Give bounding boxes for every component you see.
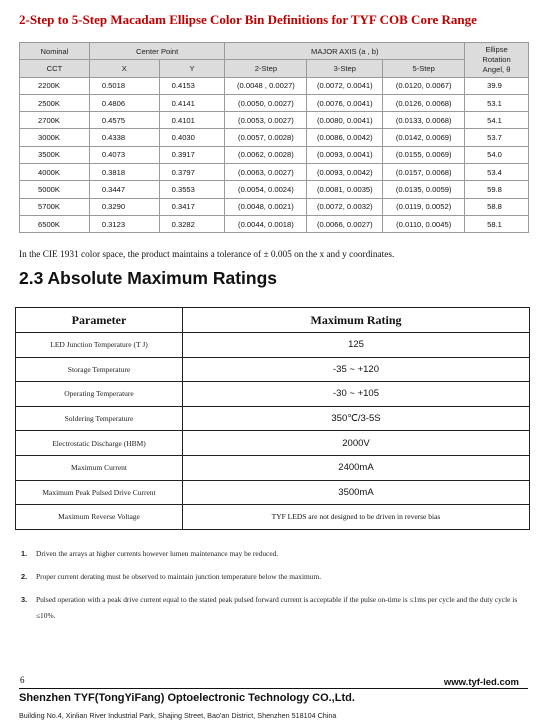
step2-cell: (0.0057, 0.0028) [225,129,307,146]
footer-divider [19,688,528,689]
footnote [21,546,533,562]
table-row [20,198,529,215]
footnote-text: Driven the arrays at higher currents however lumen maintenance may be reduced. [36,549,279,558]
cct-cell: 2700K [20,112,90,129]
parameter-cell: Operating Temperature [16,382,183,407]
footnote-text: Proper current derating must be observed to maintain junction temperature below the maximum. [36,572,322,581]
footnote-number: 3. [21,595,28,604]
footnote-number: 1. [21,549,28,558]
cct-cell: 3000K [20,129,90,146]
parameter-cell: LED Junction Temperature (T J) [16,333,183,358]
parameter-cell: Soldering Temperature [16,406,183,431]
page-number: 6 [20,675,25,685]
ratings-header-row [16,308,530,333]
y-cell: 0.4101 [159,112,225,129]
rotation-cell: 58.1 [465,215,529,232]
footnote-number: 2. [21,572,28,581]
step2-cell: (0.0050, 0.0027) [225,94,307,111]
rotation-cell: 59.8 [465,181,529,198]
rotation-cell: 53.7 [465,129,529,146]
rating-cell: 2000V [183,431,530,456]
y-cell: 0.3417 [159,198,225,215]
table-row [16,480,530,505]
rotation-header [465,43,529,78]
company-name: Shenzhen TYF(TongYiFang) Optoelectronic Technology CO.,Ltd. [19,692,355,704]
step5-cell: (0.0135, 0.0059) [383,181,465,198]
y-cell: 0.3553 [159,181,225,198]
x-cell: 0.3447 [89,181,159,198]
table-row [20,146,529,163]
rating-cell: -30 ~ +105 [183,382,530,407]
table-row [16,333,530,358]
rotation-header-line-1: Ellipse [485,44,508,54]
y-cell: 0.3797 [159,164,225,181]
y-cell: 0.3282 [159,215,225,232]
table-row [20,164,529,181]
step2-cell: (0.0048, 0.0021) [225,198,307,215]
cct-cell: 5000K [20,181,90,198]
step2-cell: (0.0054, 0.0024) [225,181,307,198]
step3-cell: (0.0076, 0.0041) [307,94,383,111]
table-row [20,129,529,146]
cct-cell: 5700K [20,198,90,215]
cct-cell: 3500K [20,146,90,163]
color-bin-table [19,42,529,233]
step5-cell: (0.0133, 0.0068) [383,112,465,129]
step5-cell: (0.0110, 0.0045) [383,215,465,232]
table-row [16,455,530,480]
table-row [16,357,530,382]
step5-cell: (0.0126, 0.0068) [383,94,465,111]
max-ratings-table [15,307,530,530]
nominal-header: Nominal [20,43,90,60]
step5-cell: (0.0119, 0.0052) [383,198,465,215]
x-cell: 0.4575 [89,112,159,129]
step5-cell: (0.0120, 0.0067) [383,77,465,94]
rating-cell: -35 ~ +120 [183,357,530,382]
parameter-cell: Storage Temperature [16,357,183,382]
company-address: Building No.4, Xinlian River Industrial Park, Shajing Street, Bao'an District, Shenzhen 518104 China [19,711,337,720]
rating-cell: 2400mA [183,455,530,480]
step3-cell: (0.0086, 0.0042) [307,129,383,146]
x-cell: 0.3818 [89,164,159,181]
table-row [16,431,530,456]
rating-cell: TYF LEDS are not designed to be driven in reverse bias [183,505,530,530]
parameter-cell: Maximum Current [16,455,183,480]
cct-cell: 4000K [20,164,90,181]
header-row-1 [20,43,529,60]
table-row [20,112,529,129]
rotation-cell: 53.1 [465,94,529,111]
cct-header: CCT [20,60,90,77]
cct-cell: 6500K [20,215,90,232]
step5-cell: (0.0142, 0.0069) [383,129,465,146]
rotation-cell: 54.0 [465,146,529,163]
step3-cell: (0.0081, 0.0035) [307,181,383,198]
y-cell: 0.3917 [159,146,225,163]
parameter-cell: Electrostatic Discharge (HBM) [16,431,183,456]
rotation-cell: 54.1 [465,112,529,129]
step2-cell: (0.0053, 0.0027) [225,112,307,129]
step2-cell: (0.0063, 0.0027) [225,164,307,181]
rotation-cell: 39.9 [465,77,529,94]
step5-cell: (0.0157, 0.0068) [383,164,465,181]
table-row [16,406,530,431]
footnote [21,569,533,585]
table-row [20,94,529,111]
step5-header: 5-Step [383,60,465,77]
rating-cell: 3500mA [183,480,530,505]
step3-cell: (0.0072, 0.0032) [307,198,383,215]
major-axis-header: MAJOR AXIS (a , b) [225,43,465,60]
x-cell: 0.4338 [89,129,159,146]
footnote [21,592,533,624]
header-row-2 [20,60,529,77]
table-row [20,215,529,232]
rotation-cell: 58.8 [465,198,529,215]
step3-cell: (0.0072, 0.0041) [307,77,383,94]
step3-header: 3-Step [307,60,383,77]
cct-cell: 2500K [20,94,90,111]
step3-cell: (0.0066, 0.0027) [307,215,383,232]
section-title: 2.3 Absolute Maximum Ratings [19,268,278,288]
parameter-header: Parameter [16,308,183,333]
cct-cell: 2200K [20,77,90,94]
center-point-header: Center Point [89,43,225,60]
step3-cell: (0.0093, 0.0042) [307,164,383,181]
y-cell: 0.4153 [159,77,225,94]
step2-header: 2-Step [225,60,307,77]
table-row [20,77,529,94]
cie-tolerance-note: In the CIE 1931 color space, the product maintains a tolerance of ± 0.005 on the x and y coordinates. [19,250,395,260]
y-header: Y [159,60,225,77]
rotation-header-line-2: Rotation [482,54,511,64]
x-header: X [89,60,159,77]
step3-cell: (0.0080, 0.0041) [307,112,383,129]
parameter-cell: Maximum Reverse Voltage [16,505,183,530]
max-rating-header: Maximum Rating [183,308,530,333]
website-link[interactable]: www.tyf-led.com [443,677,519,688]
rating-cell: 125 [183,333,530,358]
footnote-text: Pulsed operation with a peak drive current equal to the stated peak pulsed forward current is acceptable if the pulse on-time is ≤1ms per cycle and the duty cycle is ≤10%. [36,595,518,620]
y-cell: 0.4030 [159,129,225,146]
table-row [16,382,530,407]
x-cell: 0.5018 [89,77,159,94]
rotation-cell: 53.4 [465,164,529,181]
parameter-cell: Maximum Peak Pulsed Drive Current [16,480,183,505]
y-cell: 0.4141 [159,94,225,111]
x-cell: 0.4806 [89,94,159,111]
color-bin-title: 2-Step to 5-Step Macadam Ellipse Color Bin Definitions for TYF COB Core Range [19,12,477,27]
x-cell: 0.3123 [89,215,159,232]
rotation-header-line-3: Angel, θ [482,64,511,74]
step2-cell: (0.0044, 0.0018) [225,215,307,232]
step2-cell: (0.0048 , 0.0027) [225,77,307,94]
table-row [16,505,530,530]
table-row [20,181,529,198]
x-cell: 0.3290 [89,198,159,215]
rating-cell: 350℃/3-5S [183,406,530,431]
step3-cell: (0.0093, 0.0041) [307,146,383,163]
footnotes [21,546,533,631]
step5-cell: (0.0155, 0.0069) [383,146,465,163]
x-cell: 0.4073 [89,146,159,163]
step2-cell: (0.0062, 0.0028) [225,146,307,163]
